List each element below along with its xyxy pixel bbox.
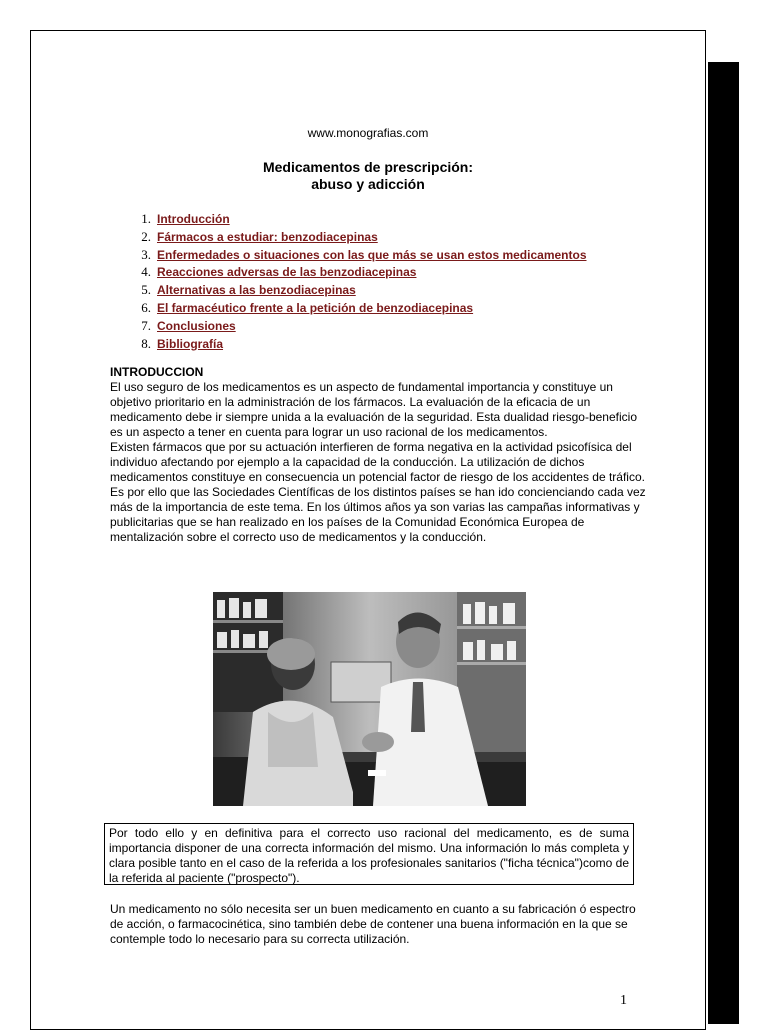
toc-item-introduccion [127,210,587,228]
title-line-2: abuso y adicción [311,176,425,192]
pharmacist-photo [213,592,526,806]
intro-text [110,380,650,545]
toc-item-conclusiones [127,317,587,335]
toc-link-reacciones[interactable]: Reacciones adversas de las benzodiacepinas [157,265,417,280]
toc-link-conclusiones[interactable]: Conclusiones [157,318,236,333]
document-page [30,30,706,1030]
toc-link-introduccion[interactable]: Introducción [157,212,230,226]
toc-number: 1. [141,211,151,226]
toc-item-enfermedades [127,246,587,264]
title-line-1: Medicamentos de prescripción: [262,159,474,175]
intro-paragraph-1: El uso seguro de los medicamentos es un aspecto de fundamental importancia y constituye un objetivo prioritario en la administración de los fármacos. La evaluación de la eficacia de un medicamento debe ir siempre unida a la evaluación de la seguridad. Esta dualidad riesgo-beneficio es un aspecto a tener en cuenta para lograr un uso racional de los medicamentos. [110,380,637,439]
toc-link-alternativas[interactable]: Alternativas a las benzodiacepinas [157,283,356,298]
toc-number: 5. [141,282,151,298]
toc-link-bibliografia[interactable]: Bibliografía [157,336,224,351]
table-of-contents [127,210,587,352]
toc-item-reacciones [127,263,587,281]
closing-paragraph: Un medicamento no sólo necesita ser un buen medicamento en cuanto a su fabricación ó espectro de acción, o farmacocinética, sino también debe de contener una buena información en la que se contemple todo lo necesario para su correcta utilización. [110,902,636,946]
toc-number: 8. [141,335,151,351]
intro-heading: INTRODUCCION [110,365,204,379]
toc-number: 6. [141,299,151,315]
pharmacist-photo-illustration [213,592,526,806]
page-shadow [708,62,739,1024]
site-url: www.monografias.com [307,126,429,140]
intro-paragraph-2: Existen fármacos que por su actuación interfieren de forma negativa en la actividad psicofísica del individuo afectando por ejemplo a la capacidad de la conducción. La utilización de dichos medicamentos constituye en consecuencia un potencial factor de riesgo de los accidentes de tráfico. Es por ello que las Sociedades Científicas de los distintos países se han ido concienciando cada vez más de la importancia de este tema. En los últimos años ya son varias las campañas informativas y publicitarias que se han realizado en los países de la Comunidad Económica Europea de mentalización sobre el correcto uso de medicamentos y la conducción. [110,440,646,544]
toc-link-enfermedades[interactable]: Enfermedades o situaciones con las que más se usan estos medicamentos [157,247,587,262]
toc-number: 7. [141,317,151,333]
highlighted-callout: Por todo ello y en definitiva para el correcto uso racional del medicamento, es de suma importancia disponer de una correcta información del mismo. Una información lo más completa y clara posible tanto en el caso de la referida a los profesionales sanitarios ("ficha técnica")como de la referida al paciente ("prospecto"). [104,823,634,885]
toc-number: 2. [141,228,151,244]
page-number: 1 [620,993,627,1008]
toc-number: 3. [141,246,151,262]
toc-item-farmaceutico [127,299,587,317]
toc-item-alternativas [127,281,587,299]
toc-item-farmacos [127,228,587,246]
document-title [31,159,705,193]
toc-number: 4. [141,264,151,280]
toc-link-farmacos[interactable]: Fármacos a estudiar: benzodiacepinas [157,229,378,244]
toc-item-bibliografia [127,335,587,353]
toc-link-farmaceutico[interactable]: El farmacéutico frente a la petición de benzodiacepinas [157,300,474,315]
